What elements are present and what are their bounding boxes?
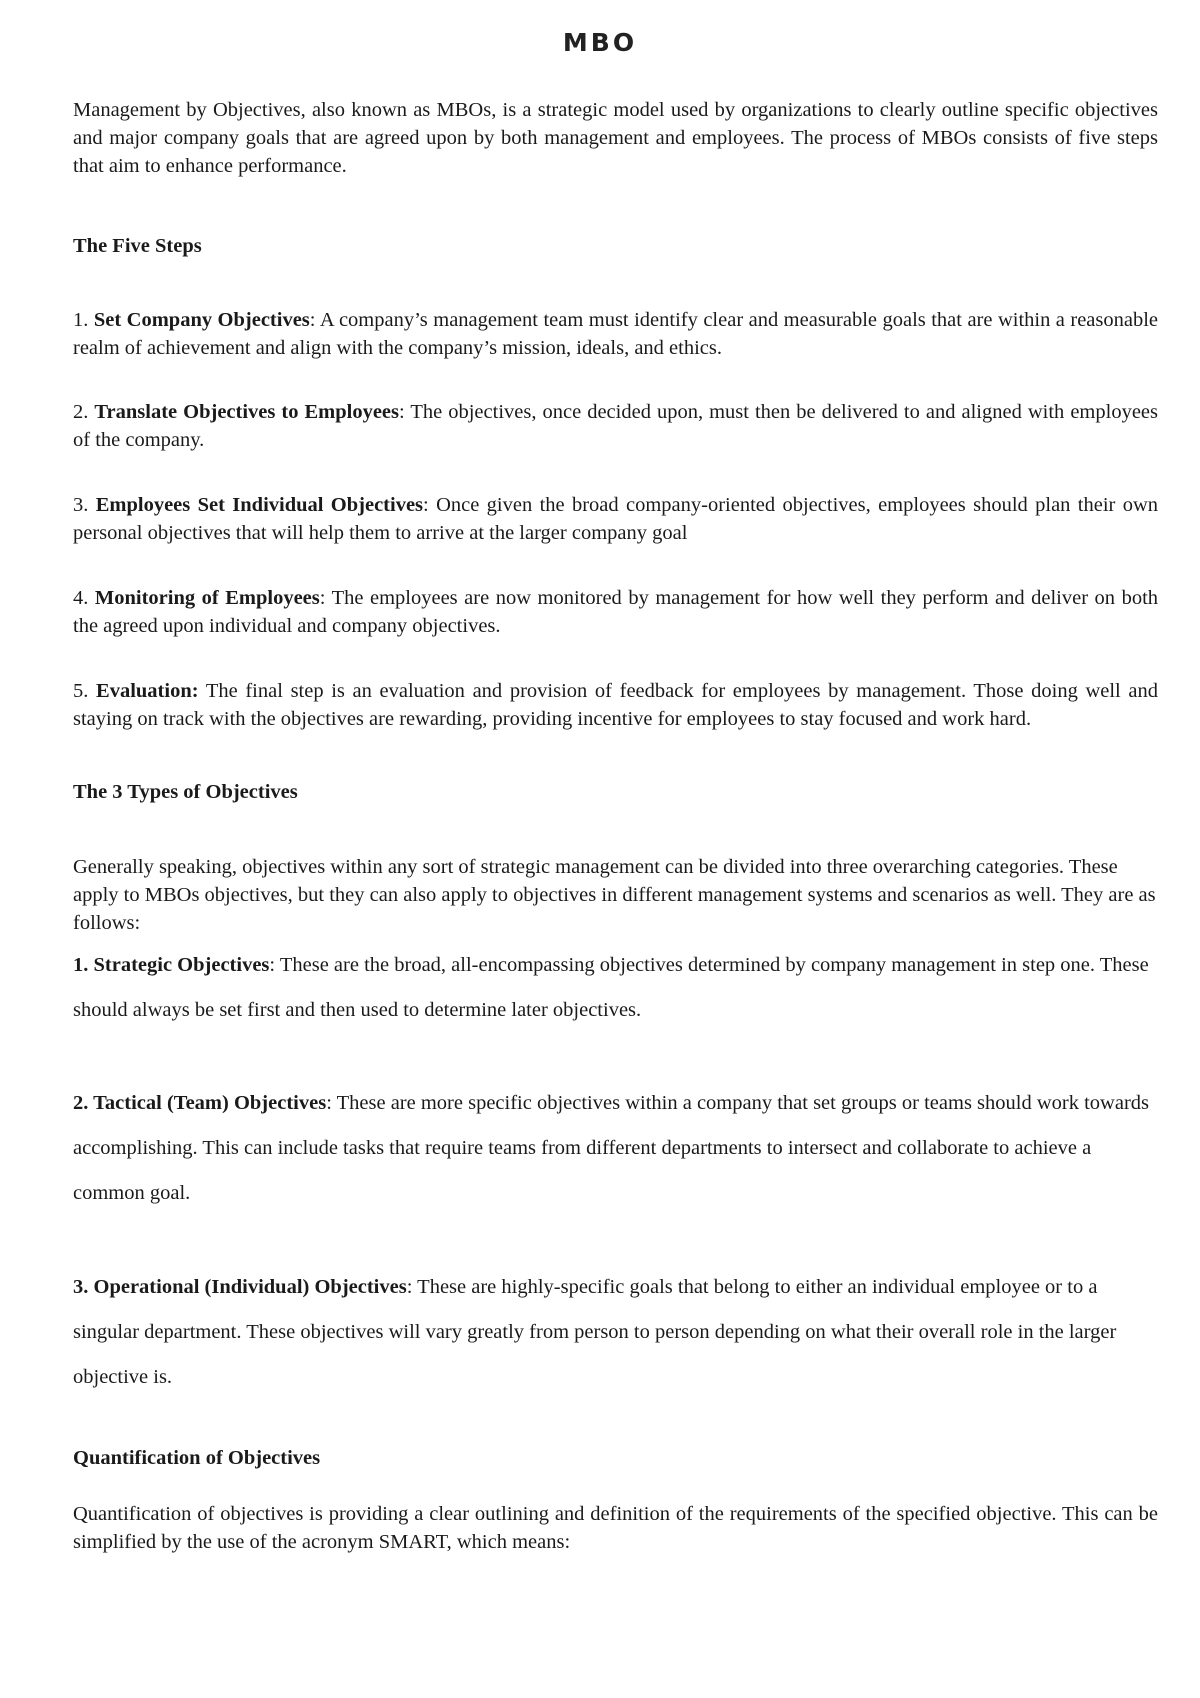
step-term: Translate Objectives to Employees xyxy=(94,401,400,423)
objective-type-text: : These are highly-specific goals that belong to either an individual employee or to a singular department. These objectives will vary greatly from person to person depending on what their overall role in the larger objective is. xyxy=(73,1276,1117,1388)
step-term: Evaluation: xyxy=(96,680,199,702)
objective-type-2 xyxy=(73,1081,1158,1216)
step-number: 2. xyxy=(73,401,89,423)
step-text: : The objectives, once decided upon, must then be delivered to and aligned with employees of the company. xyxy=(73,401,1158,451)
step-term: Monitoring of Employees xyxy=(94,587,320,609)
step-4 xyxy=(73,584,1158,640)
quantification-heading: Quantification of Objectives xyxy=(73,1447,321,1469)
step-number: 4. xyxy=(73,587,89,609)
step-text: The final step is an evaluation and provision of feedback for employees by management. Those doing well and staying on track with the objectives are rewarding, providing incentive for employees to stay focused and work hard. xyxy=(73,680,1158,730)
five-steps-heading: The Five Steps xyxy=(73,235,202,257)
step-text: : The employees are now monitored by management for how well they perform and deliver on both the agreed upon individual and company objectives. xyxy=(73,587,1159,637)
step-5 xyxy=(73,677,1158,733)
objective-type-3 xyxy=(73,1265,1158,1400)
objective-type-text: : These are more specific objectives within a company that set groups or teams should work towards accomplishing. This can include tasks that require teams from different departments to intersect and collaborate to achieve a common goal. xyxy=(73,1092,1150,1204)
intro-paragraph: Management by Objectives, also known as MBOs, is a strategic model used by organizations to clearly outline specific objectives and major company goals that are agreed upon by both management and employees. The process of MBOs consists of five steps that aim to enhance performance. xyxy=(73,99,1158,177)
types-heading: The 3 Types of Objectives xyxy=(73,781,298,803)
objective-type-term: 2. Tactical (Team) Objectives xyxy=(73,1092,327,1114)
types-intro-paragraph: Generally speaking, objectives within any sort of strategic management can be divided into three overarching categories. These apply to MBOs objectives, but they can also apply to objectives in different management systems and scenarios as well. They are as follows: xyxy=(73,856,1156,934)
objective-type-1 xyxy=(73,943,1158,1033)
step-text: : Once given the broad company-oriented objectives, employees should plan their own personal objectives that will help them to arrive at the larger company goal xyxy=(73,494,1158,544)
step-number: 5. xyxy=(73,680,89,702)
objective-type-text: : These are the broad, all-encompassing objectives determined by company management in step one. These should always be set first and then used to determine later objectives. xyxy=(73,954,1149,1021)
objective-type-term: 3. Operational (Individual) Objectives xyxy=(73,1276,407,1298)
step-text: : A company’s management team must identify clear and measurable goals that are within a reasonable realm of achievement and align with the company’s mission, ideals, and ethics. xyxy=(73,309,1159,359)
document-title: MBO xyxy=(562,28,638,57)
step-1 xyxy=(73,306,1158,362)
step-term: Set Company Objectives xyxy=(93,309,310,331)
quantification-paragraph: Quantification of objectives is providing a clear outlining and definition of the requirements of the specified objective. This can be simplified by the use of the acronym SMART, which means: xyxy=(73,1503,1158,1553)
step-2 xyxy=(73,398,1158,454)
step-term: Employees Set Individual Objectives xyxy=(95,494,424,516)
objective-type-term: 1. Strategic Objectives xyxy=(73,954,270,976)
step-number: 3. xyxy=(73,494,89,516)
step-number: 1. xyxy=(73,309,89,331)
step-3 xyxy=(73,491,1158,547)
